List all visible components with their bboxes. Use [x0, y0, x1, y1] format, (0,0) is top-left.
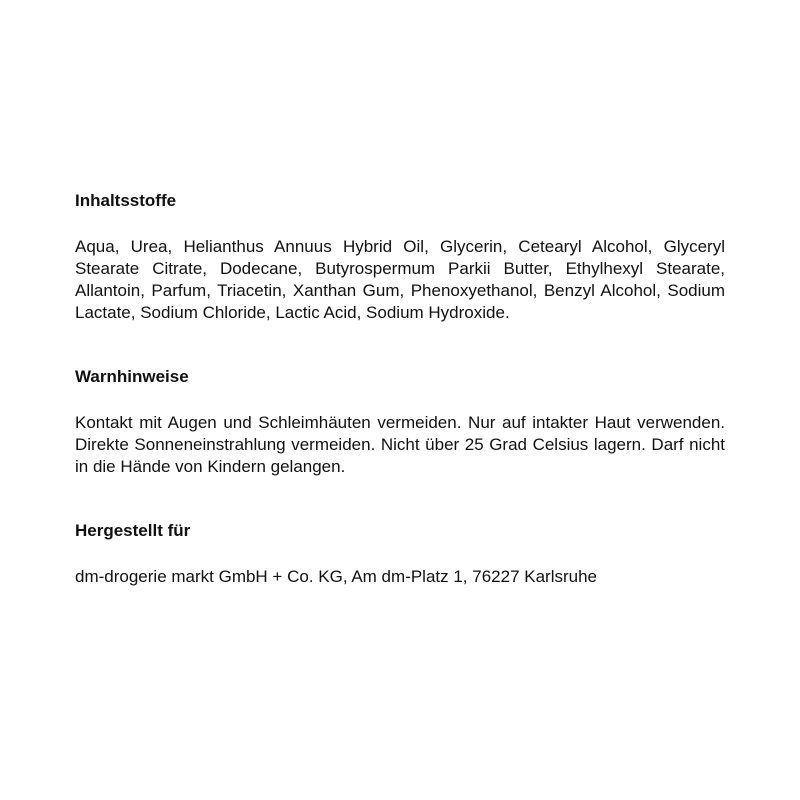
manufacturer-text: dm-drogerie markt GmbH + Co. KG, Am dm-Platz 1, 76227 Karlsruhe: [75, 567, 598, 586]
warnings-section: [75, 366, 725, 478]
warnings-heading: Warnhinweise: [75, 367, 189, 386]
manufacturer-heading: Hergestellt für: [75, 521, 191, 540]
ingredients-heading: Inhaltsstoffe: [75, 191, 177, 210]
ingredients-text: Aqua, Urea, Helianthus Annuus Hybrid Oil, Glycerin, Cetearyl Alcohol, Glyceryl Stearate Citrate, Dodecane, Butyrospermum Parkii Butter, Ethylhexyl Stearate, Allantoin, Parfum, Triacetin, Xanthan Gum, Phenoxyethanol, Benzyl Alcohol, Sodium Lactate, Sodium Chloride, Lactic Acid, Sodium Hydroxide.: [75, 237, 725, 322]
warnings-text: Kontakt mit Augen und Schleimhäuten vermeiden. Nur auf intakter Haut verwenden. Direkte Sonneneinstrahlung vermeiden. Nicht über 25 Grad Celsius lagern. Darf nicht in die Hände von Kindern gelangen.: [75, 413, 725, 476]
manufacturer-section: [75, 520, 725, 588]
product-info: [75, 190, 725, 588]
ingredients-section: [75, 190, 725, 324]
